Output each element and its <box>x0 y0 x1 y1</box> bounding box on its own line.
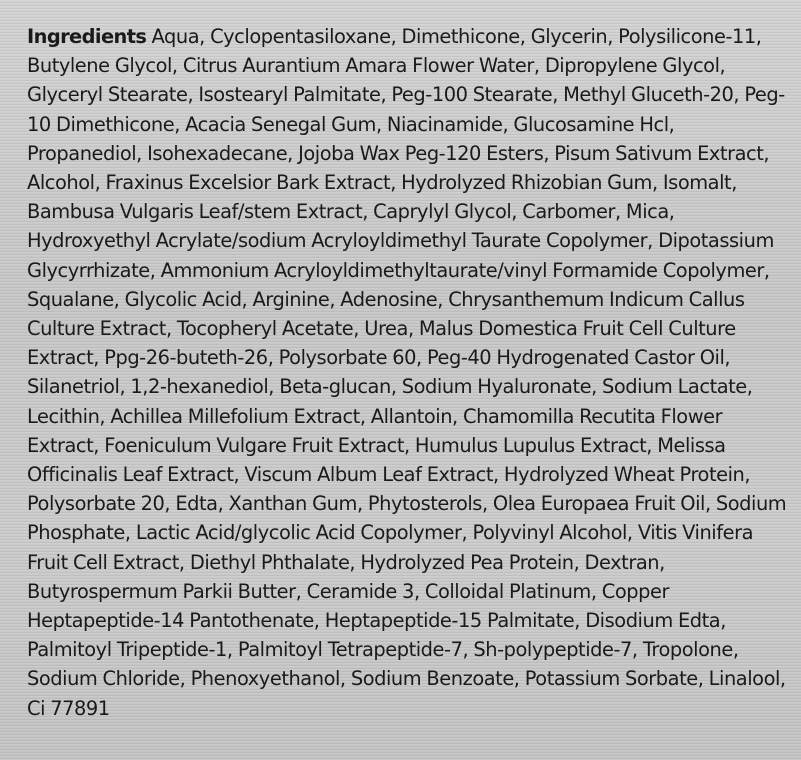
ingredients-list: Aqua, Cyclopentasiloxane, Dimethicone, Glycerin, Polysilicone-11, Butylene Glycol, Citrus Aurantium Amara Flower Water, Dipropylene Glycol, Glyceryl Stearate, Isostearyl Palmitate, Peg-100 Stearate, Methyl Gluceth-20, Peg-10 Dimethicone, Acacia Senegal Gum, Niacinamide, Glucosamine Hcl, Propanediol, Isohexadecane, Jojoba Wax Peg-120 Esters, Pisum Sativum Extract, Alcohol, Fraxinus Excelsior Bark Extract, Hydrolyzed Rhizobian Gum, Isomalt, Bambusa Vulgaris Leaf/stem Extract, Caprylyl Glycol, Carbomer, Mica, Hydroxyethyl Acrylate/sodium Acryloyldimethyl Taurate Copolymer, Dipotassium Glycyrrhizate, Ammonium Acryloyldimethyltaurate/vinyl Formamide Copolymer, Squalane, Glycolic Acid, Arginine, Adenosine, Chrysanthemum Indicum Callus Culture Extract, Tocopheryl Acetate, Urea, Malus Domestica Fruit Cell Culture Extract, Ppg-26-buteth-26, Polysorbate 60, Peg-40 Hydrogenated Castor Oil, Silanetriol, 1,2-hexanediol, Beta-glucan, Sodium Hyaluronate, Sodium Lactate, Lecithin, Achillea Millefolium Extract, Allantoin, Chamomilla Recutita Flower Extract, Foeniculum Vulgare Fruit Extract, Humulus Lupulus Extract, Melissa Officinalis Leaf Extract, Viscum Album Leaf Extract, Hydrolyzed Wheat Protein, Polysorbate 20, Edta, Xanthan Gum, Phytosterols, Olea Europaea Fruit Oil, Sodium Phosphate, Lactic Acid/glycolic Acid Copolymer, Polyvinyl Alcohol, Vitis Vinifera Fruit Cell Extract, Diethyl Phthalate, Hydrolyzed Pea Protein, Dextran, Butyrospermum Parkii Butter, Ceramide 3, Colloidal Platinum, Copper Heptapeptide-14 Pantothenate, Heptapeptide-15 Palmitate, Disodium Edta, Palmitoyl Tripeptide-1, Palmitoyl Tetrapeptide-7, Sh-polypeptide-7, Tropolone, Sodium Chloride, Phenoxyethanol, Sodium Benzoate, Potassium Sorbate, Linalool, Ci 77891 <box>27 25 787 720</box>
ingredients-heading: Ingredients <box>27 25 147 48</box>
ingredients-paragraph <box>27 22 787 723</box>
